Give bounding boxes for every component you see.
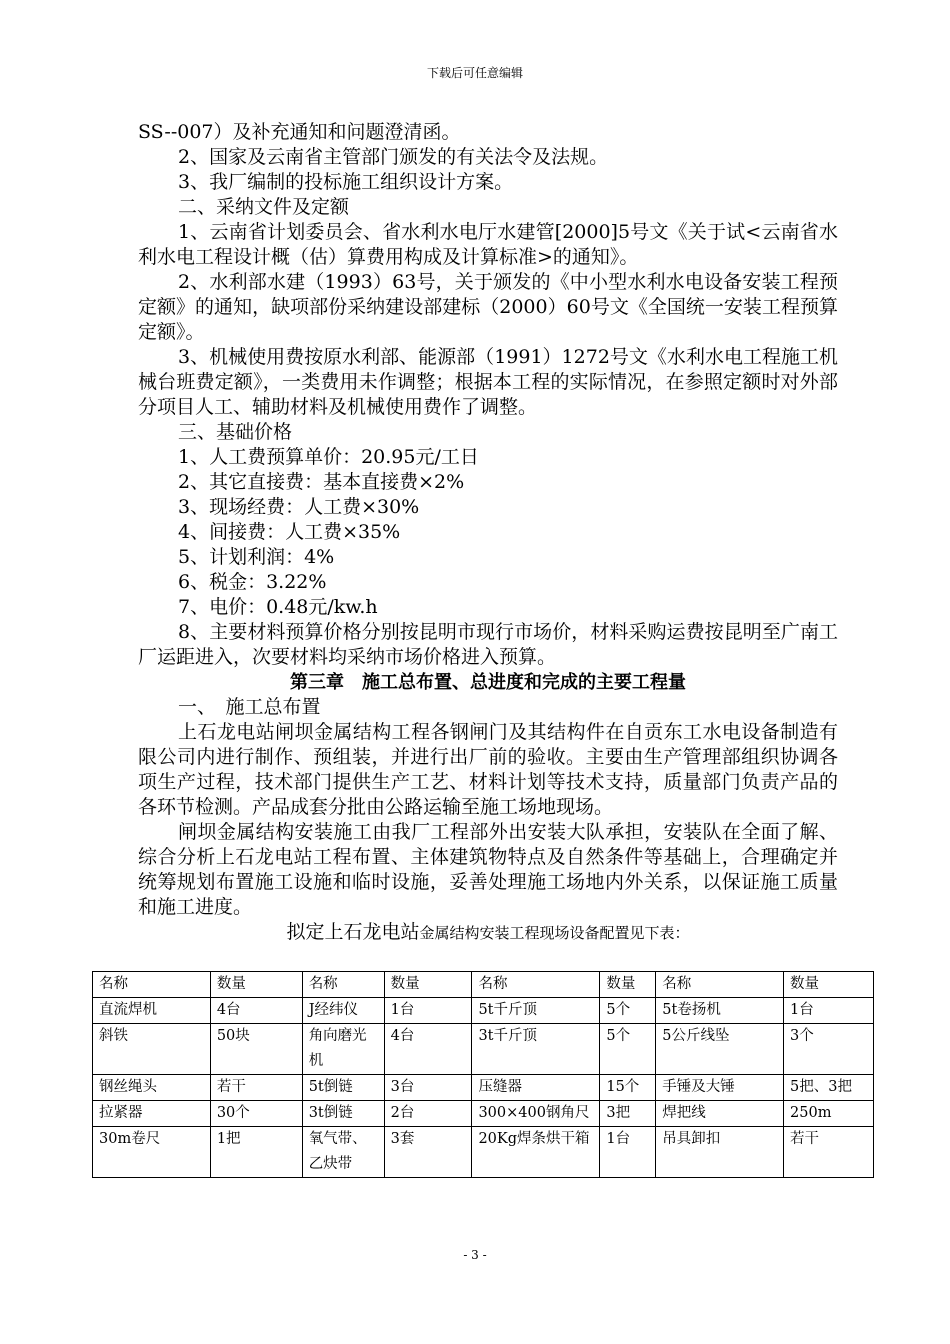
table-row bbox=[93, 1075, 874, 1101]
table-cell: 5t卷扬机 bbox=[656, 998, 784, 1024]
paragraph: 6、税金：3.22% bbox=[178, 571, 327, 593]
table-header-cell: 数量 bbox=[210, 972, 302, 998]
table-cell: 300×400钢角尺 bbox=[472, 1101, 600, 1127]
table-cell: 30个 bbox=[210, 1101, 302, 1127]
paragraph: 3、机械使用费按原水利部、能源部（1991）1272号文《水利水电工程施工机械台班费定额》，一类费用未作调整；根据本工程的实际情况，在参照定额时对外部分项目人工、辅助材料及机械使用费作了调整。 bbox=[138, 346, 838, 418]
table-header-cell: 数量 bbox=[600, 972, 656, 998]
paragraph: 5、计划利润：4% bbox=[178, 546, 335, 568]
table-cell: 5t千斤顶 bbox=[472, 998, 600, 1024]
chapter-heading: 第三章 施工总布置、总进度和完成的主要工程量 bbox=[290, 672, 686, 693]
paragraph: 4、间接费：人工费×35% bbox=[178, 521, 401, 543]
equipment-table bbox=[92, 971, 874, 1178]
table-cell: 吊具卸扣 bbox=[656, 1127, 784, 1178]
table-cell: 50块 bbox=[210, 1024, 302, 1075]
table-row bbox=[93, 1024, 874, 1075]
table-cell: 4台 bbox=[384, 1024, 472, 1075]
table-cell: 氧气带、乙炔带 bbox=[302, 1127, 384, 1178]
table-header-row bbox=[93, 972, 874, 998]
paragraph: 3、现场经费：人工费×30% bbox=[178, 496, 420, 518]
table-cell: 手锤及大锤 bbox=[656, 1075, 784, 1101]
paragraph: 1、人工费预算单价：20.95元/工日 bbox=[178, 446, 479, 468]
table-cell: 3台 bbox=[384, 1075, 472, 1101]
table-caption-small: 金属结构安装工程现场设备配置见下表： bbox=[419, 924, 690, 942]
paragraph: 7、电价：0.48元/kw.h bbox=[178, 596, 378, 618]
table-cell: 若干 bbox=[210, 1075, 302, 1101]
page-number: - 3 - bbox=[463, 1248, 487, 1262]
table-cell: 15个 bbox=[600, 1075, 656, 1101]
paragraph: SS--007）及补充通知和问题澄清函。 bbox=[138, 121, 461, 143]
section-heading: 三、基础价格 bbox=[178, 421, 293, 443]
table-header-cell: 数量 bbox=[384, 972, 472, 998]
page-header: 下载后可任意编辑 bbox=[426, 66, 523, 80]
table-row bbox=[93, 1127, 874, 1178]
table-cell: 角向磨光机 bbox=[302, 1024, 384, 1075]
table-cell: 4台 bbox=[210, 998, 302, 1024]
paragraph: 2、国家及云南省主管部门颁发的有关法令及法规。 bbox=[178, 146, 609, 168]
table-header-cell: 名称 bbox=[302, 972, 384, 998]
table-cell: 5个 bbox=[600, 998, 656, 1024]
table-cell: 1把 bbox=[210, 1127, 302, 1178]
table-header-cell: 数量 bbox=[784, 972, 874, 998]
table-cell: 3套 bbox=[384, 1127, 472, 1178]
table-cell: 2台 bbox=[384, 1101, 472, 1127]
table-cell: 1台 bbox=[384, 998, 472, 1024]
paragraph: 1、云南省计划委员会、省水利水电厅水建管[2000]5号文《关于试<云南省水利水电工程设计概（估）算费用构成及计算标准>的通知》。 bbox=[138, 221, 838, 268]
table-cell: 压缝器 bbox=[472, 1075, 600, 1101]
table-cell: 3t倒链 bbox=[302, 1101, 384, 1127]
table-cell: 若干 bbox=[784, 1127, 874, 1178]
section-heading: 一、 施工总布置 bbox=[178, 696, 321, 718]
table-cell: 1台 bbox=[784, 998, 874, 1024]
table-header-cell: 名称 bbox=[93, 972, 211, 998]
paragraph: 3、我厂编制的投标施工组织设计方案。 bbox=[178, 171, 514, 193]
table-caption-large: 拟定上石龙电站 bbox=[286, 921, 420, 943]
paragraph: 8、主要材料预算价格分别按昆明市现行市场价，材料采购运费按昆明至广南工厂运距进入，次要材料均采纳市场价格进入预算。 bbox=[138, 621, 838, 668]
table-cell: 20Kg焊条烘干箱 bbox=[472, 1127, 600, 1178]
table-cell: 拉紧器 bbox=[93, 1101, 211, 1127]
table-cell: 斜铁 bbox=[93, 1024, 211, 1075]
table-cell: 3个 bbox=[784, 1024, 874, 1075]
table-cell: 钢丝绳头 bbox=[93, 1075, 211, 1101]
table-caption bbox=[138, 920, 838, 946]
table-header-cell: 名称 bbox=[656, 972, 784, 998]
table-cell: 1台 bbox=[600, 1127, 656, 1178]
table-cell: 5把、3把 bbox=[784, 1075, 874, 1101]
table-cell: 焊把线 bbox=[656, 1101, 784, 1127]
table-cell: 3把 bbox=[600, 1101, 656, 1127]
paragraph: 2、水利部水建（1993）63号，关于颁发的《中小型水利水电设备安装工程预定额》的通知，缺项部份采纳建设部建标（2000）60号文《全国统一安装工程预算定额》。 bbox=[138, 271, 838, 343]
table-cell: 5个 bbox=[600, 1024, 656, 1075]
table-header-cell: 名称 bbox=[472, 972, 600, 998]
table-cell: 30m卷尺 bbox=[93, 1127, 211, 1178]
table-cell: 直流焊机 bbox=[93, 998, 211, 1024]
paragraph: 闸坝金属结构安装施工由我厂工程部外出安装大队承担，安装队在全面了解、综合分析上石龙电站工程布置、主体建筑物特点及自然条件等基础上，合理确定并统筹规划布置施工设施和临时设施，妥善处理施工场地内外关系，以保证施工质量和施工进度。 bbox=[138, 821, 838, 918]
table-cell: 3t千斤顶 bbox=[472, 1024, 600, 1075]
document-body bbox=[138, 120, 838, 946]
table-cell: 5t倒链 bbox=[302, 1075, 384, 1101]
paragraph: 上石龙电站闸坝金属结构工程各钢闸门及其结构件在自贡东工水电设备制造有限公司内进行制作、预组装，并进行出厂前的验收。主要由生产管理部组织协调各项生产过程，技术部门提供生产工艺、材料计划等技术支持，质量部门负责产品的各环节检测。产品成套分批由公路运输至施工场地现场。 bbox=[138, 721, 838, 818]
table-row bbox=[93, 998, 874, 1024]
paragraph: 2、其它直接费：基本直接费×2% bbox=[178, 471, 465, 493]
table-cell: 5公斤线坠 bbox=[656, 1024, 784, 1075]
table-row bbox=[93, 1101, 874, 1127]
table-cell: J经纬仪 bbox=[302, 998, 384, 1024]
section-heading: 二、采纳文件及定额 bbox=[178, 196, 350, 218]
table-cell: 250m bbox=[784, 1101, 874, 1127]
